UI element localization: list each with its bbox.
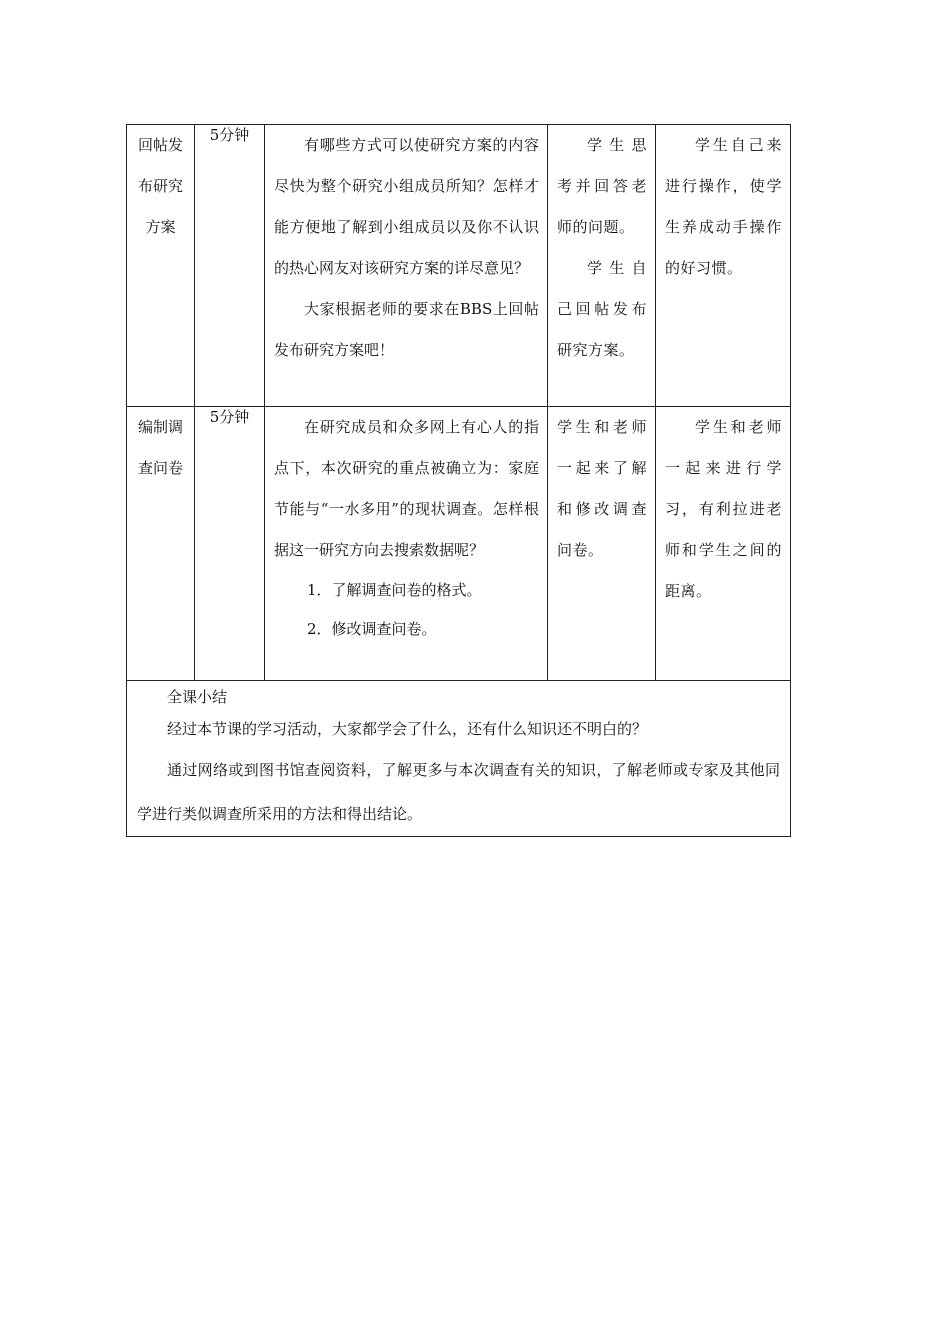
teacher-paragraph: 大家根据老师的要求在BBS上回帖发布研究方案吧！ bbox=[274, 300, 539, 359]
stage-label: 回帖发布研究方案 bbox=[137, 136, 183, 236]
student-paragraph: 学生和老师一起来了解和修改调查问卷。 bbox=[557, 418, 647, 559]
purpose-cell bbox=[656, 125, 791, 407]
student-paragraph: 学生自己回帖发布研究方案。 bbox=[557, 259, 647, 359]
time-cell bbox=[195, 125, 265, 407]
stage-cell bbox=[127, 125, 195, 407]
summary-cell bbox=[127, 681, 791, 837]
teacher-activity-cell bbox=[265, 125, 548, 407]
teacher-activity-cell bbox=[265, 407, 548, 681]
summary-block bbox=[127, 681, 790, 836]
time-label: 5分钟 bbox=[209, 408, 250, 426]
summary-heading: 全课小结 bbox=[167, 688, 228, 706]
teacher-list-item: 1．了解调查问卷的格式。 bbox=[307, 581, 482, 599]
time-cell bbox=[195, 407, 265, 681]
summary-line: 通过网络或到图书馆查阅资料，了解更多与本次调查有关的知识，了解老师或专家及其他同学进行类似调查所采用的方法和得出结论。 bbox=[137, 761, 780, 823]
lesson-plan-table bbox=[126, 124, 791, 837]
student-activity-cell bbox=[548, 407, 656, 681]
student-paragraph: 学生思考并回答老师的问题。 bbox=[557, 136, 647, 236]
stage-cell bbox=[127, 407, 195, 681]
table-row bbox=[127, 125, 791, 407]
purpose-paragraph: 学生自己来进行操作，使学生养成动手操作的好习惯。 bbox=[665, 136, 782, 277]
student-activity-cell bbox=[548, 125, 656, 407]
stage-label: 编制调查问卷 bbox=[137, 418, 183, 477]
teacher-list-item: 2．修改调查问卷。 bbox=[307, 620, 437, 638]
purpose-cell bbox=[656, 407, 791, 681]
time-label: 5分钟 bbox=[209, 126, 250, 144]
teacher-paragraph: 在研究成员和众多网上有心人的指点下，本次研究的重点被确立为：家庭节能与“一水多用”的现状调查。怎样根据这一研究方向去搜索数据呢？ bbox=[274, 418, 539, 559]
table-row bbox=[127, 407, 791, 681]
teacher-paragraph: 有哪些方式可以使研究方案的内容尽快为整个研究小组成员所知？怎样才能方便地了解到小组成员以及你不认识的热心网友对该研究方案的详尽意见？ bbox=[274, 136, 539, 277]
table-row bbox=[127, 681, 791, 837]
purpose-paragraph: 学生和老师一起来进行学习，有利拉进老师和学生之间的距离。 bbox=[665, 418, 782, 600]
summary-line: 经过本节课的学习活动，大家都学会了什么，还有什么知识还不明白的？ bbox=[167, 720, 648, 738]
